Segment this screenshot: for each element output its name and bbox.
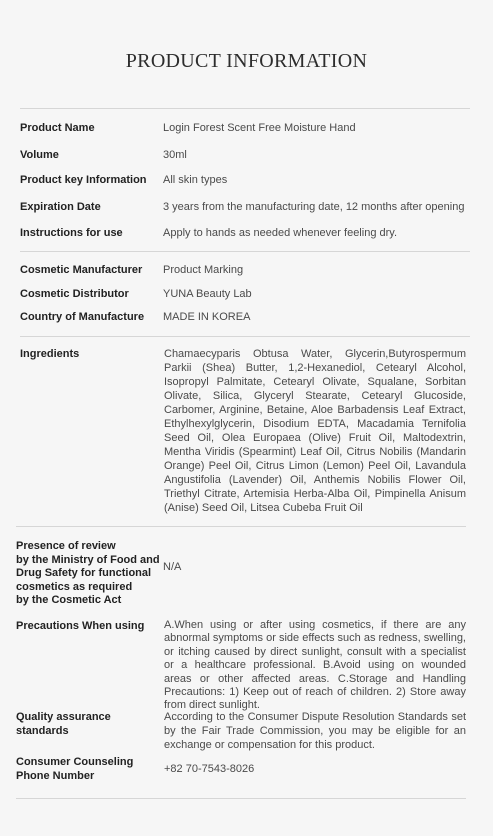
country-label: Country of Manufacture — [20, 311, 145, 323]
review-label — [16, 540, 160, 608]
key-info-value: All skin types — [163, 174, 228, 186]
volume-value: 30ml — [163, 149, 187, 161]
page-title: PRODUCT INFORMATION — [125, 50, 368, 72]
review-label-line: cosmetics as required — [16, 580, 133, 593]
review-label-line: by the Cosmetic Act — [16, 594, 122, 606]
expiration-label: Expiration Date — [20, 201, 101, 213]
distributor-label: Cosmetic Distributor — [20, 288, 129, 300]
quality-label-line: Quality assurance — [16, 711, 111, 723]
counseling-value: +82 70-7543-8026 — [164, 763, 255, 775]
country-value: MADE IN KOREA — [163, 311, 251, 323]
review-value: N/A — [163, 561, 182, 573]
divider — [20, 251, 470, 252]
review-label-line: Presence of review — [16, 540, 116, 552]
divider — [20, 108, 470, 109]
distributor-value: YUNA Beauty Lab — [163, 288, 252, 300]
instructions-value: Apply to hands as needed whenever feeling dry. — [163, 227, 398, 239]
product-name-value: Login Forest Scent Free Moisture Hand — [163, 122, 356, 134]
counseling-label — [16, 755, 133, 783]
review-label-line: by the Ministry of Food and — [16, 553, 160, 566]
expiration-value: 3 years from the manufacturing date, 12 months after opening — [163, 201, 465, 213]
precautions-value: A.When using or after using cosmetics, if there are any abnormal symptoms or side effects such as redness, swelling, or itching caused by direct sunlight, consult with a specialist or a healthcare professional. B.Avoid using on wounded areas or other affected areas. C.Storage and Handling Precautions: 1) Keep out of reach of children. 2) Store away from direct sunlight. — [164, 619, 466, 712]
quality-label — [16, 710, 111, 738]
divider — [16, 798, 466, 799]
divider — [16, 526, 466, 527]
ingredients-value: Chamaecyparis Obtusa Water, Glycerin,Butyrospermum Parkii (Shea) Butter, 1,2-Hexanediol, Cetearyl Alcohol, Isopropyl Palmitate, Cetearyl Olivate, Squalane, Sorbitan Olivate, Silica, Glyceryl Stearate, Cetearyl Glucoside, Carbomer, Arginine, Betaine, Aloe Barbadensis Leaf Extract, Ethylhexylglycerin, Disodium EDTA, Macadamia Ternifolia Seed Oil, Olea Europaea (Olive) Fruit Oil, Maltodextrin, Mentha Viridis (Spearmint) Leaf Oil, Citrus Nobilis (Mandarin Orange) Peel Oil, Citrus Limon (Lemon) Peel Oil, Lavandula Angustifolia (Lavender) Oil, Anthemis Nobilis Flower Oil, Triethyl Citrate, Artemisia Herba-Alba Oil, Pimpinella Anisum (Anise) Seed Oil, Litsea Cubeba Fruit Oil — [164, 348, 466, 514]
ingredients-label: Ingredients — [20, 348, 80, 360]
quality-label-line: standards — [16, 725, 69, 737]
quality-value: According to the Consumer Dispute Resolution Standards set by the Fair Trade Commission, you may be eligible for an exchange or compensation for this product. — [164, 711, 466, 751]
manufacturer-value: Product Marking — [163, 264, 244, 276]
instructions-label: Instructions for use — [20, 227, 123, 239]
product-name-label: Product Name — [20, 122, 95, 134]
key-info-label: Product key Information — [20, 174, 147, 186]
divider — [20, 336, 470, 337]
volume-label: Volume — [20, 149, 59, 161]
counseling-label-line: Consumer Counseling — [16, 756, 134, 768]
precautions-label: Precautions When using — [16, 620, 145, 632]
counseling-label-line: Phone Number — [16, 770, 95, 782]
manufacturer-label: Cosmetic Manufacturer — [20, 264, 143, 276]
review-label-line: Drug Safety for functional — [16, 567, 152, 579]
